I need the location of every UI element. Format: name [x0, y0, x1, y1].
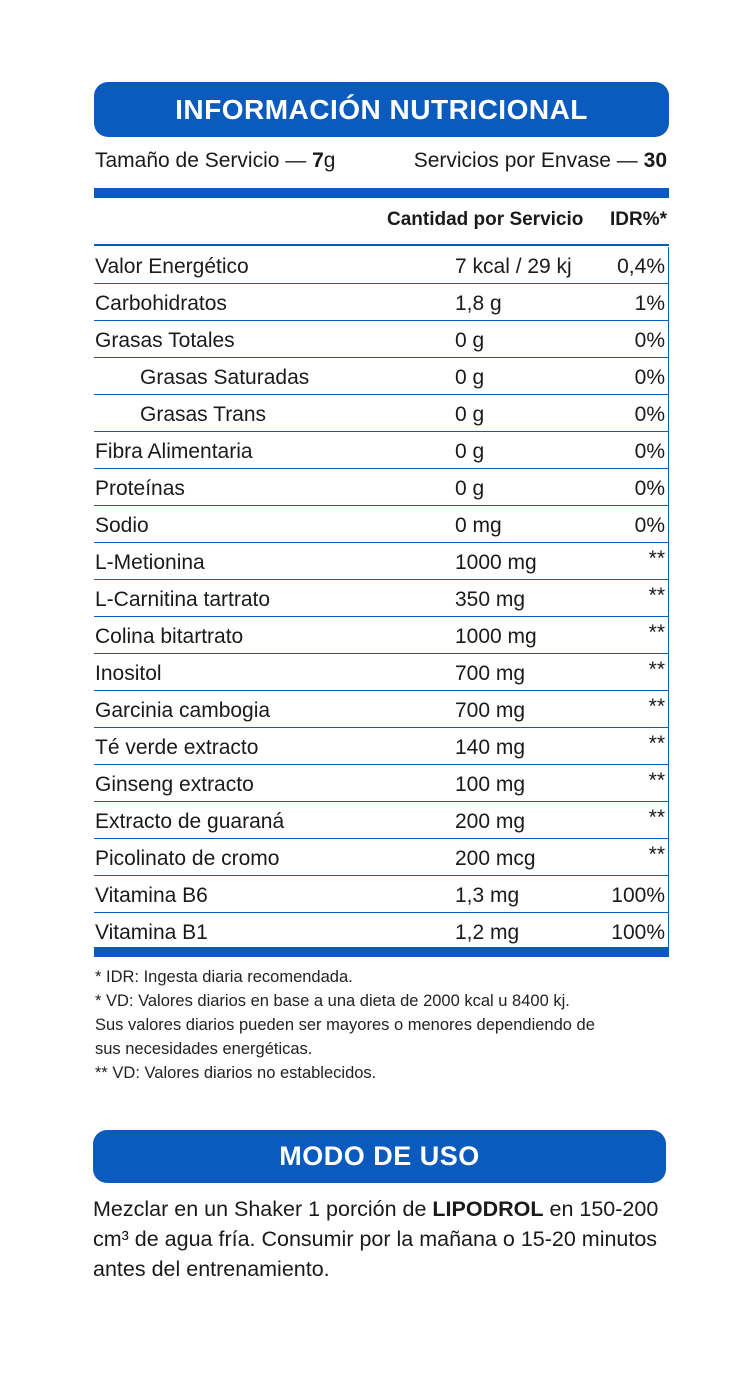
- table-row: [94, 802, 669, 839]
- nutrient-idr: **: [648, 806, 665, 829]
- column-divider: [668, 432, 670, 469]
- brand-name: LIPODROL: [432, 1197, 544, 1221]
- footnotes: [95, 965, 675, 1085]
- nutrient-idr: 0%: [634, 440, 665, 463]
- table-row: [94, 876, 669, 913]
- footnote: * IDR: Ingesta diaria recomendada.: [95, 968, 353, 986]
- nutrient-amount: 1,3 mg: [455, 884, 520, 907]
- serving-size: [95, 146, 335, 176]
- column-header-idr: IDR%*: [609, 209, 667, 230]
- nutrient-name: Inositol: [95, 662, 162, 685]
- column-divider: [668, 617, 670, 654]
- footnote: Sus valores diarios pueden ser mayores o menores dependiendo de: [95, 1016, 595, 1034]
- column-divider: [668, 654, 670, 691]
- footnote: sus necesidades energéticas.: [95, 1040, 313, 1058]
- table-row: [94, 765, 669, 802]
- column-divider: [668, 506, 670, 543]
- nutrient-amount: 140 mg: [455, 736, 526, 759]
- nutrient-idr: **: [648, 732, 665, 755]
- nutrient-amount: 0 mg: [455, 514, 502, 537]
- serving-size-label: Tamaño de Servicio —: [95, 149, 313, 172]
- usage-title-banner: [93, 1130, 666, 1183]
- nutrient-idr: 0%: [634, 329, 665, 352]
- column-divider: [668, 728, 670, 765]
- servings-per-value: 30: [643, 149, 667, 172]
- nutrient-name: Carbohidratos: [95, 292, 227, 315]
- nutrient-name: Grasas Totales: [95, 329, 235, 352]
- nutrient-idr: 100%: [611, 884, 665, 907]
- column-divider: [668, 247, 670, 284]
- nutrient-name: Té verde extracto: [95, 736, 259, 759]
- column-divider: [668, 691, 670, 728]
- table-row: [94, 321, 669, 358]
- column-divider: [668, 469, 670, 506]
- nutrient-amount: 1000 mg: [455, 625, 537, 648]
- table-bottom-divider: [94, 947, 669, 957]
- table-row: [94, 469, 669, 506]
- nutrient-idr: **: [648, 658, 665, 681]
- nutrient-name: L-Metionina: [95, 551, 205, 574]
- column-divider: [668, 395, 670, 432]
- nutrient-idr: 0%: [634, 366, 665, 389]
- nutrient-idr: 1%: [634, 292, 665, 315]
- table-row: [94, 691, 669, 728]
- column-divider: [668, 543, 670, 580]
- table-row: [94, 247, 669, 284]
- nutrient-idr: **: [648, 695, 665, 718]
- nutrient-name: Vitamina B6: [95, 884, 208, 907]
- nutrient-name: Picolinato de cromo: [95, 847, 280, 870]
- footnote: * VD: Valores diarios en base a una dieta de 2000 kcal u 8400 kj.: [95, 992, 570, 1010]
- nutrient-amount: 0 g: [455, 477, 485, 500]
- nutrient-amount: 7 kcal / 29 kj: [455, 255, 572, 278]
- nutrient-idr: 0,4%: [617, 255, 665, 278]
- column-divider: [668, 913, 670, 950]
- serving-size-unit: g: [323, 149, 336, 172]
- nutrient-name: Garcinia cambogia: [95, 699, 271, 722]
- servings-per-label: Servicios por Envase —: [413, 149, 644, 172]
- servings-per-container: [414, 146, 667, 176]
- table-row: [94, 284, 669, 321]
- nutrient-name: Fibra Alimentaria: [95, 440, 253, 463]
- footnote: ** VD: Valores diarios no establecidos.: [95, 1064, 377, 1082]
- nutrient-amount: 1,8 g: [455, 292, 502, 315]
- table-row: [94, 432, 669, 469]
- nutrient-amount: 700 mg: [455, 699, 526, 722]
- nutrient-name: Valor Energético: [95, 255, 249, 278]
- nutrition-table: [94, 247, 669, 950]
- nutrient-amount: 700 mg: [455, 662, 526, 685]
- table-row: [94, 728, 669, 765]
- nutrient-amount: 0 g: [455, 403, 485, 426]
- nutrient-idr: **: [648, 769, 665, 792]
- usage-line-1-post: en 150-200: [543, 1197, 659, 1221]
- column-divider: [668, 284, 670, 321]
- usage-line-1: [93, 1194, 683, 1224]
- nutrient-amount: 200 mcg: [455, 847, 536, 870]
- nutrient-amount: 0 g: [455, 366, 485, 389]
- nutrient-idr: 100%: [611, 921, 665, 944]
- table-row: [94, 580, 669, 617]
- nutrient-name: Sodio: [95, 514, 149, 537]
- table-row: [94, 395, 669, 432]
- column-divider: [668, 358, 670, 395]
- nutrient-idr: 0%: [634, 514, 665, 537]
- column-header-amount: Cantidad por Servicio: [387, 209, 584, 230]
- table-row: [94, 913, 669, 950]
- nutrition-title-banner: [94, 82, 669, 137]
- nutrient-idr: **: [648, 843, 665, 866]
- nutrient-idr: **: [648, 621, 665, 644]
- table-row: [94, 506, 669, 543]
- header-divider: [94, 244, 669, 246]
- nutrient-amount: 0 g: [455, 440, 485, 463]
- nutrient-name: Ginseng extracto: [95, 773, 254, 796]
- nutrient-name: Extracto de guaraná: [95, 810, 285, 833]
- table-row: [94, 358, 669, 395]
- table-top-divider: [94, 188, 669, 198]
- nutrient-idr: 0%: [634, 477, 665, 500]
- column-divider: [668, 839, 670, 876]
- column-divider: [668, 802, 670, 839]
- nutrient-amount: 1000 mg: [455, 551, 537, 574]
- column-divider: [668, 765, 670, 802]
- nutrient-amount: 350 mg: [455, 588, 526, 611]
- usage-line-3: antes del entrenamiento.: [93, 1257, 330, 1281]
- nutrient-name: Grasas Saturadas: [140, 366, 310, 389]
- nutrient-name: Proteínas: [95, 477, 185, 500]
- nutrient-name: Colina bitartrato: [95, 625, 244, 648]
- table-row: [94, 654, 669, 691]
- nutrient-amount: 0 g: [455, 329, 485, 352]
- nutrient-amount: 200 mg: [455, 810, 526, 833]
- column-divider: [668, 580, 670, 617]
- nutrient-name: Grasas Trans: [140, 403, 267, 426]
- usage-instructions: [93, 1194, 683, 1284]
- nutrition-title: INFORMACIÓN NUTRICIONAL: [175, 94, 588, 125]
- column-divider: [668, 321, 670, 358]
- nutrient-idr: **: [648, 547, 665, 570]
- nutrient-idr: 0%: [634, 403, 665, 426]
- usage-line-2: cm³ de agua fría. Consumir por la mañana o 15-20 minutos: [93, 1227, 658, 1251]
- nutrient-name: L-Carnitina tartrato: [95, 588, 271, 611]
- usage-title: MODO DE USO: [279, 1141, 480, 1171]
- table-row: [94, 839, 669, 876]
- serving-size-value: 7: [312, 149, 324, 172]
- column-divider: [668, 876, 670, 913]
- table-row: [94, 617, 669, 654]
- nutrient-amount: 100 mg: [455, 773, 526, 796]
- usage-line-1-pre: Mezclar en un Shaker 1 porción de: [93, 1197, 433, 1221]
- table-row: [94, 543, 669, 580]
- nutrient-idr: **: [648, 584, 665, 607]
- nutrient-amount: 1,2 mg: [455, 921, 520, 944]
- nutrient-name: Vitamina B1: [95, 921, 208, 944]
